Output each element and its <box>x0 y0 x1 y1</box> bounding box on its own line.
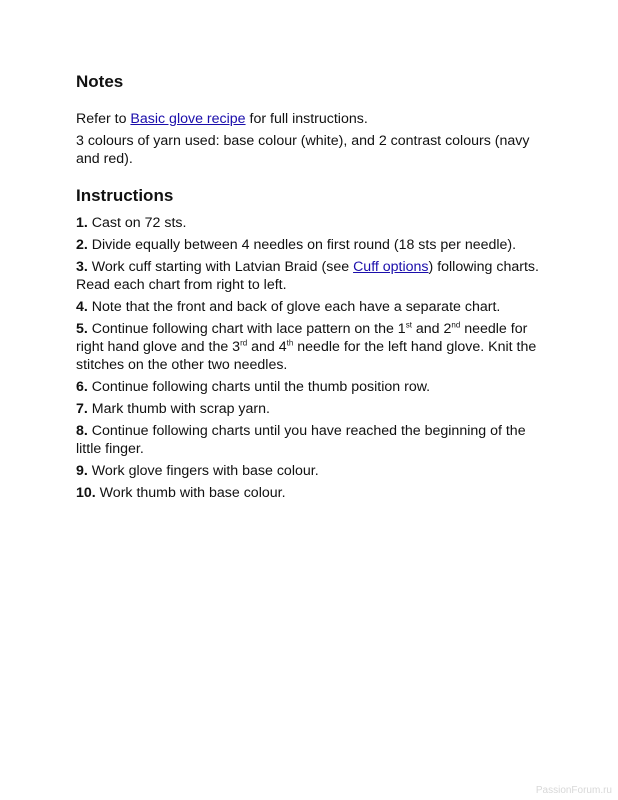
step-3 <box>76 258 546 294</box>
cuff-options-link[interactable]: Cuff options <box>353 259 429 275</box>
step-number: 6. <box>76 379 88 395</box>
step-text: Mark thumb with scrap yarn. <box>87 401 270 417</box>
step-5 <box>76 320 546 374</box>
ordinal-suffix: st <box>405 320 412 330</box>
step-number: 2. <box>76 237 88 253</box>
step-text: Work thumb with base colour. <box>95 485 286 501</box>
step-number: 3. <box>76 259 88 275</box>
step-text: Work glove fingers with base colour. <box>87 463 319 479</box>
step-2 <box>76 236 546 254</box>
notes-reference-line <box>76 110 546 128</box>
watermark: PassionForum.ru <box>535 785 612 796</box>
step-text: and 4 <box>247 339 287 355</box>
step-text: needle for the left hand glove. Knit the stitches on the other two needles. <box>76 339 537 373</box>
step-7 <box>76 400 546 418</box>
step-text: Continue following charts until you have reached the beginning of the little finger. <box>76 423 526 457</box>
notes-reference-suffix: for full instructions. <box>245 111 368 127</box>
step-number: 1. <box>76 215 88 231</box>
step-10 <box>76 484 546 502</box>
step-8 <box>76 422 546 458</box>
step-text: Note that the front and back of glove each have a separate chart. <box>87 299 501 315</box>
notes-heading: Notes <box>76 72 124 91</box>
ordinal-suffix: nd <box>451 320 461 330</box>
notes-reference-prefix: Refer to <box>76 111 131 127</box>
step-4 <box>76 298 546 316</box>
instructions-heading: Instructions <box>76 186 174 205</box>
step-text: Work cuff starting with Latvian Braid (see <box>87 259 354 275</box>
step-number: 8. <box>76 423 88 439</box>
step-6 <box>76 378 546 396</box>
ordinal-suffix: rd <box>240 338 248 348</box>
step-number: 10. <box>76 485 96 501</box>
step-text: Continue following chart with lace pattern on the 1 <box>87 321 406 337</box>
step-text: Continue following charts until the thumb position row. <box>87 379 431 395</box>
step-text: Divide equally between 4 needles on first round (18 sts per needle). <box>87 237 517 253</box>
notes-yarn-line: 3 colours of yarn used: base colour (white), and 2 contrast colours (navy and red). <box>76 133 530 167</box>
basic-glove-recipe-link[interactable]: Basic glove recipe <box>130 111 246 127</box>
ordinal-suffix: th <box>286 338 294 348</box>
step-number: 9. <box>76 463 88 479</box>
step-number: 5. <box>76 321 88 337</box>
step-9 <box>76 462 546 480</box>
step-text: Cast on 72 sts. <box>87 215 187 231</box>
document-body <box>76 70 546 506</box>
step-text: and 2 <box>411 321 452 337</box>
step-text: needle for right hand glove and the 3 <box>76 321 528 355</box>
step-number: 4. <box>76 299 88 315</box>
step-text: ) following charts. Read each chart from right to left. <box>76 259 539 293</box>
step-number: 7. <box>76 401 88 417</box>
step-1 <box>76 214 546 232</box>
